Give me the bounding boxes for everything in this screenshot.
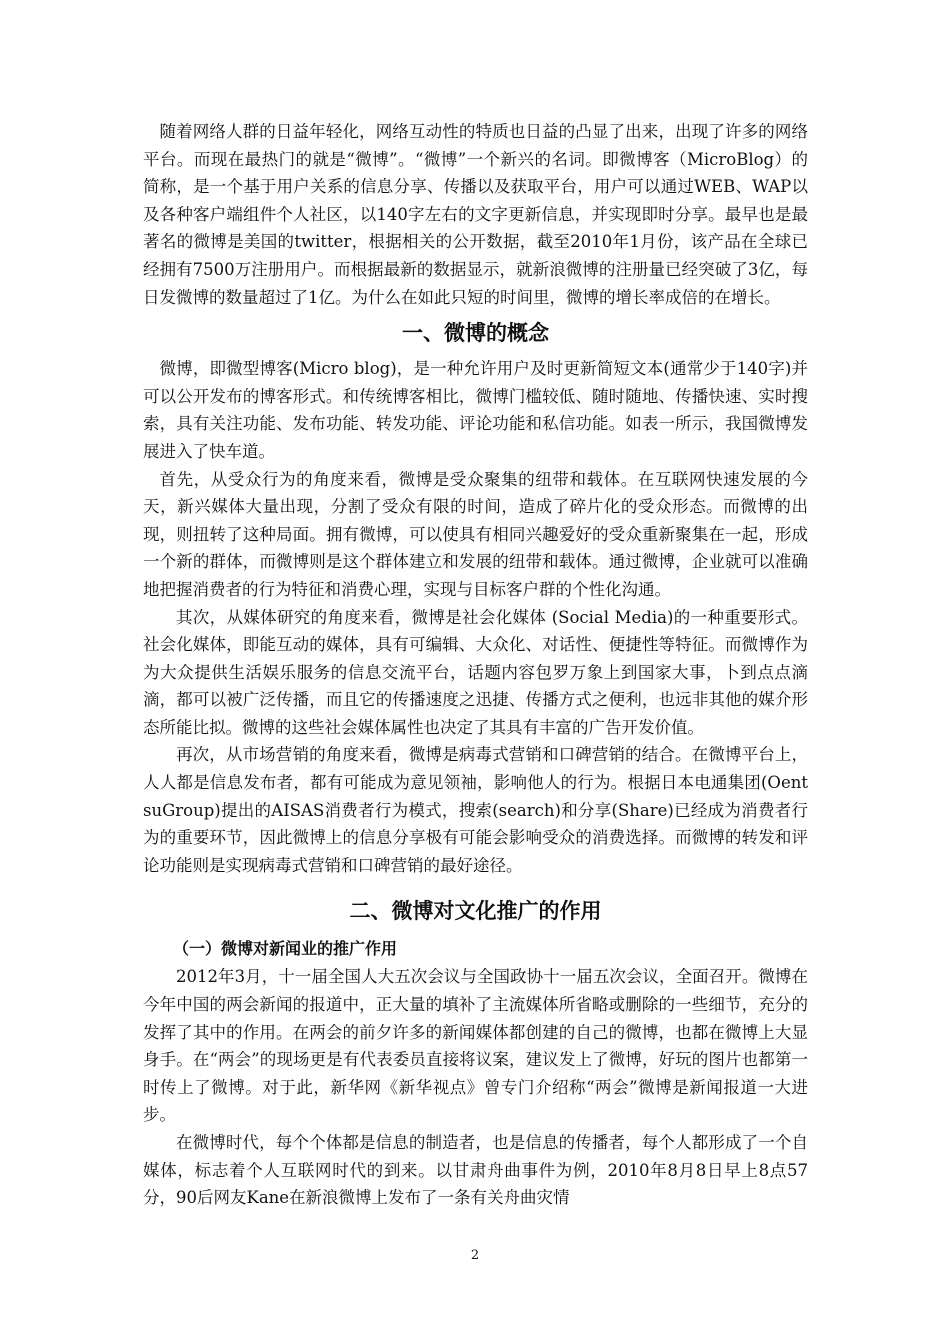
subsection-heading-news: （一）微博对新闻业的推广作用 bbox=[173, 939, 398, 959]
concept-paragraph-1: 微博，即微型博客(Micro blog)，是一种允许用户及时更新简短文本(通常少于140字)并可以公开发布的博客形式。和传统博客相比，微博门槛较低、随时随地、传播快速、实时搜索，具有关注功能、发布功能、转发功能、评论功能和私信功能。如表一所示，我国微博发展进入了快车道。 bbox=[143, 359, 808, 461]
intro-paragraph: 随着网络人群的日益年轻化，网络互动性的特质也日益的凸显了出来，出现了许多的网络平台。而现在最热门的就是“微博”。“微博”一个新兴的名词。即微博客（MicroBlog）的简称，是一个基于用户关系的信息分享、传播以及获取平台，用户可以通过WEB、WAP以及各种客户端组件个人社区，以140字左右的文字更新信息，并实现即时分享。最早也是最著名的微博是美国的twitter，根据相关的公开数据，截至2010年1月份，该产品在全球已经拥有7500万注册用户。而根据最新的数据显示，就新浪微博的注册量已经突破了3亿，每日发微博的数量超过了1亿。为什么在如此只短的时间里，微博的增长率成倍的在增长。 bbox=[143, 122, 808, 307]
concept-paragraph-4: 再次，从市场营销的角度来看，微博是病毒式营销和口碑营销的结合。在微博平台上，人人都是信息发布者，都有可能成为意见领袖，影响他人的行为。根据日本电通集团(OentsuGroup)提出的AISAS消费者行为模式，搜索(search)和分享(Share)已经成为消费者行为的重要环节，因此微博上的信息分享极有可能会影响受众的消费选择。而微博的转发和评论功能则是实现病毒式营销和口碑营销的最好途径。 bbox=[143, 745, 808, 875]
news-paragraph-2: 在微博时代，每个个体都是信息的制造者，也是信息的传播者，每个人都形成了一个自媒体，标志着个人互联网时代的到来。以甘肃舟曲事件为例，2010年8月8日早上8点57分，90后网友Kane在新浪微博上发布了一条有关舟曲灾情 bbox=[143, 1133, 808, 1208]
document-page bbox=[143, 118, 808, 1212]
concept-paragraph-3: 其次，从媒体研究的角度来看，微博是社会化媒体 (Social Media)的一种重要形式。社会化媒体，即能互动的媒体，具有可编辑、大众化、对话性、便捷性等特征。而微博作为为大众提供生活娱乐服务的信息交流平台，话题内容包罗万象上到国家大事，卜到点点滴滴，都可以被广泛传播，而且它的传播速度之迅捷、传播方式之便利，也远非其他的媒介形态所能比拟。微博的这些社会媒体属性也决定了其具有丰富的广告开发价值。 bbox=[143, 607, 808, 737]
section-heading-promotion: 二、微博对文化推广的作用 bbox=[349, 899, 602, 924]
page-number: 2 bbox=[470, 1248, 480, 1263]
section-heading-concept: 一、微博的概念 bbox=[402, 321, 549, 346]
concept-paragraph-2: 首先，从受众行为的角度来看，微博是受众聚集的纽带和载体。在互联网快速发展的今天，新兴媒体大量出现，分割了受众有限的时间，造成了碎片化的受众形态。而微博的出现，则扭转了这种局面。拥有微博，可以使具有相同兴趣爱好的受众重新聚集在一起，形成一个新的群体，而微博则是这个群体建立和发展的纽带和载体。通过微博，企业就可以准确地把握消费者的行为特征和消费心理，实现与目标客户群的个性化沟通。 bbox=[143, 469, 808, 599]
news-paragraph-1: 2012年3月，十一届全国人大五次会议与全国政协十一届五次会议，全面召开。微博在今年中国的两会新闻的报道中，正大量的填补了主流媒体所省略或删除的一些细节，充分的发挥了其中的作用。在两会的前夕许多的新闻媒体都创建的自己的微博，也都在微博上大显身手。在“两会”的现场更是有代表委员直接将议案，建议发上了微博，好玩的图片也都第一时传上了微博。对于此，新华网《新华视点》曾专门介绍称“两会”微博是新闻报道一大进步。 bbox=[143, 967, 808, 1125]
